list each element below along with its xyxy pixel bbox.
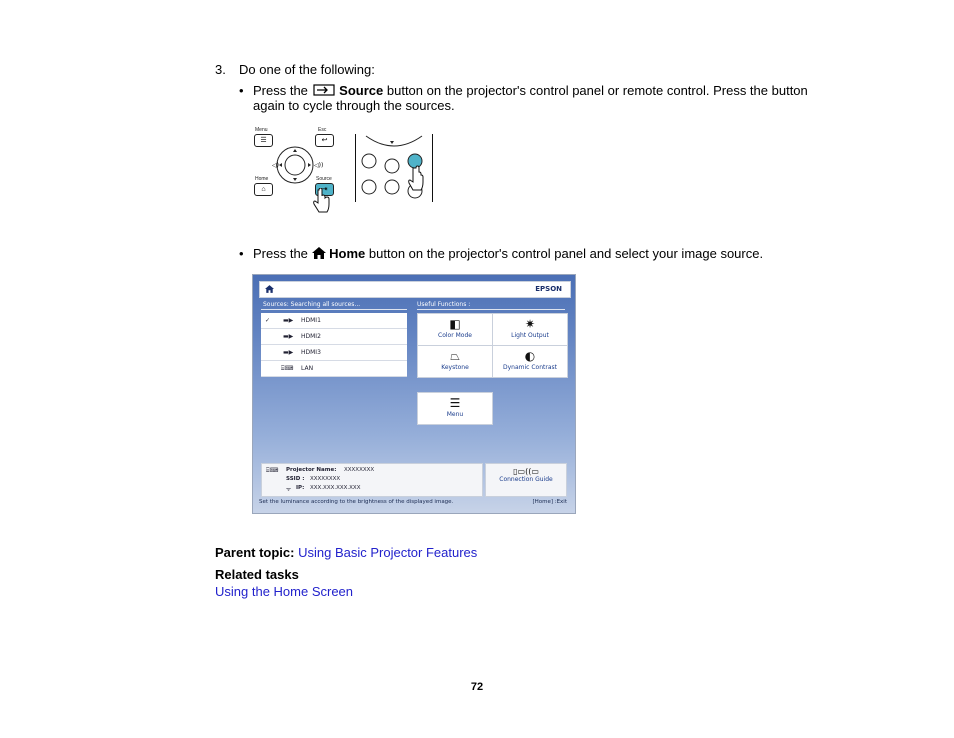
tile-label: Light Output [511,332,549,339]
bullet2-line [253,246,763,262]
menu-button[interactable]: ☰ [254,134,273,147]
bullet1-rest: button on the projector's control panel or remote control. Press the button [386,83,808,98]
related-tasks-heading: Related tasks [215,567,299,582]
svg-text:◁): ◁) [272,162,279,169]
tile-light-output[interactable] [492,313,568,346]
source-item-hdmi2[interactable] [261,329,407,345]
connection-guide-label: Connection Guide [499,476,553,483]
projector-info-box [261,463,483,497]
home-label: Home [255,176,269,182]
source-label: HDMI3 [301,349,321,356]
source-label: Source [316,176,332,182]
status-text: Set the luminance according to the brightness of the displayed image. [259,499,454,505]
menu-label: Menu [255,127,268,133]
svg-text:◁)): ◁)) [314,162,324,169]
projector-name-value: XXXXXXXX [344,467,375,473]
page-number: 72 [470,681,484,693]
ssid-value: XXXXXXXX [310,476,341,482]
source-button-name: Source [339,83,384,98]
bullet-marker: • [239,246,244,261]
tile-keystone[interactable] [417,345,493,378]
tile-color-mode[interactable] [417,313,493,346]
light-output-icon: ✷ [524,317,536,331]
divider [261,309,407,310]
source-item-hdmi1[interactable] [261,313,407,329]
menu-icon: ☰ [449,396,461,410]
epson-brand: EPSON [535,285,562,293]
source-label: LAN [301,365,314,372]
keystone-icon: ⏢ [450,349,460,363]
tile-label: Keystone [441,364,469,371]
control-panel-illustration [252,126,437,216]
hdmi-icon: ▬▶ [283,333,294,340]
wifi-icon: ᯤ [286,487,292,493]
home-icon [265,285,274,293]
network-icon: ⌸⌨ [266,467,279,474]
bullet1-prefix: Press the [253,83,308,98]
color-mode-icon: ◧ [449,317,461,331]
useful-functions-header: Useful Functions : [417,301,471,308]
hdmi-icon: ▬▶ [283,349,294,356]
home-icon [312,247,326,259]
ip-label: IP: [296,485,305,491]
finger-pointer-icon [312,188,330,214]
projector-home-screen [252,274,576,514]
source-item-lan[interactable] [261,361,407,377]
esc-label: Esc [318,127,327,133]
esc-button[interactable]: ↩ [315,134,334,147]
bullet-marker: • [239,83,244,98]
parent-topic [215,545,477,561]
bullet2-rest: button on the projector's control panel and select your image source. [368,246,764,261]
lan-icon: ⌸⌨ [281,365,294,372]
source-label: HDMI1 [301,317,321,324]
connection-guide-button[interactable] [485,463,567,497]
tile-label: Menu [446,411,464,418]
check-icon: ✓ [265,317,271,324]
dynamic-contrast-icon: ◐ [524,349,536,363]
source-icon [313,84,335,96]
hdmi-icon: ▬▶ [283,317,294,324]
tile-label: Dynamic Contrast [502,364,557,371]
exit-text: [Home] :Exit [532,499,567,505]
tile-menu[interactable] [417,392,493,425]
bullet1-line1 [253,83,808,99]
step-text: Do one of the following: [239,62,375,77]
remote-control-icon [356,130,432,210]
source-button[interactable]: ⇥ [315,183,334,196]
parent-topic-link[interactable]: Using Basic Projector Features [298,545,478,560]
related-task-link[interactable]: Using the Home Screen [215,584,354,599]
tile-dynamic-contrast[interactable] [492,345,568,378]
bullet1-line2: again to cycle through the sources. [253,98,455,113]
ssid-label: SSID : [286,476,305,482]
divider [417,309,565,310]
step-number: 3. [215,62,226,77]
source-item-hdmi3[interactable] [261,345,407,361]
bullet2-prefix: Press the [253,246,308,261]
ip-value: XXX.XXX.XXX.XXX [310,485,361,491]
home-button[interactable]: ⌂ [254,183,273,196]
home-screen-topbar [259,281,571,298]
connection-guide-icon: ▯▭((▭ [513,467,539,476]
source-label: HDMI2 [301,333,321,340]
projector-name-label: Projector Name: [286,467,337,473]
sources-header: Sources: Searching all sources... [263,301,361,308]
home-button-name: Home [329,246,366,261]
tile-label: Color Mode [438,332,472,339]
parent-topic-label: Parent topic: [215,545,295,560]
remote-right-edge [432,134,433,202]
